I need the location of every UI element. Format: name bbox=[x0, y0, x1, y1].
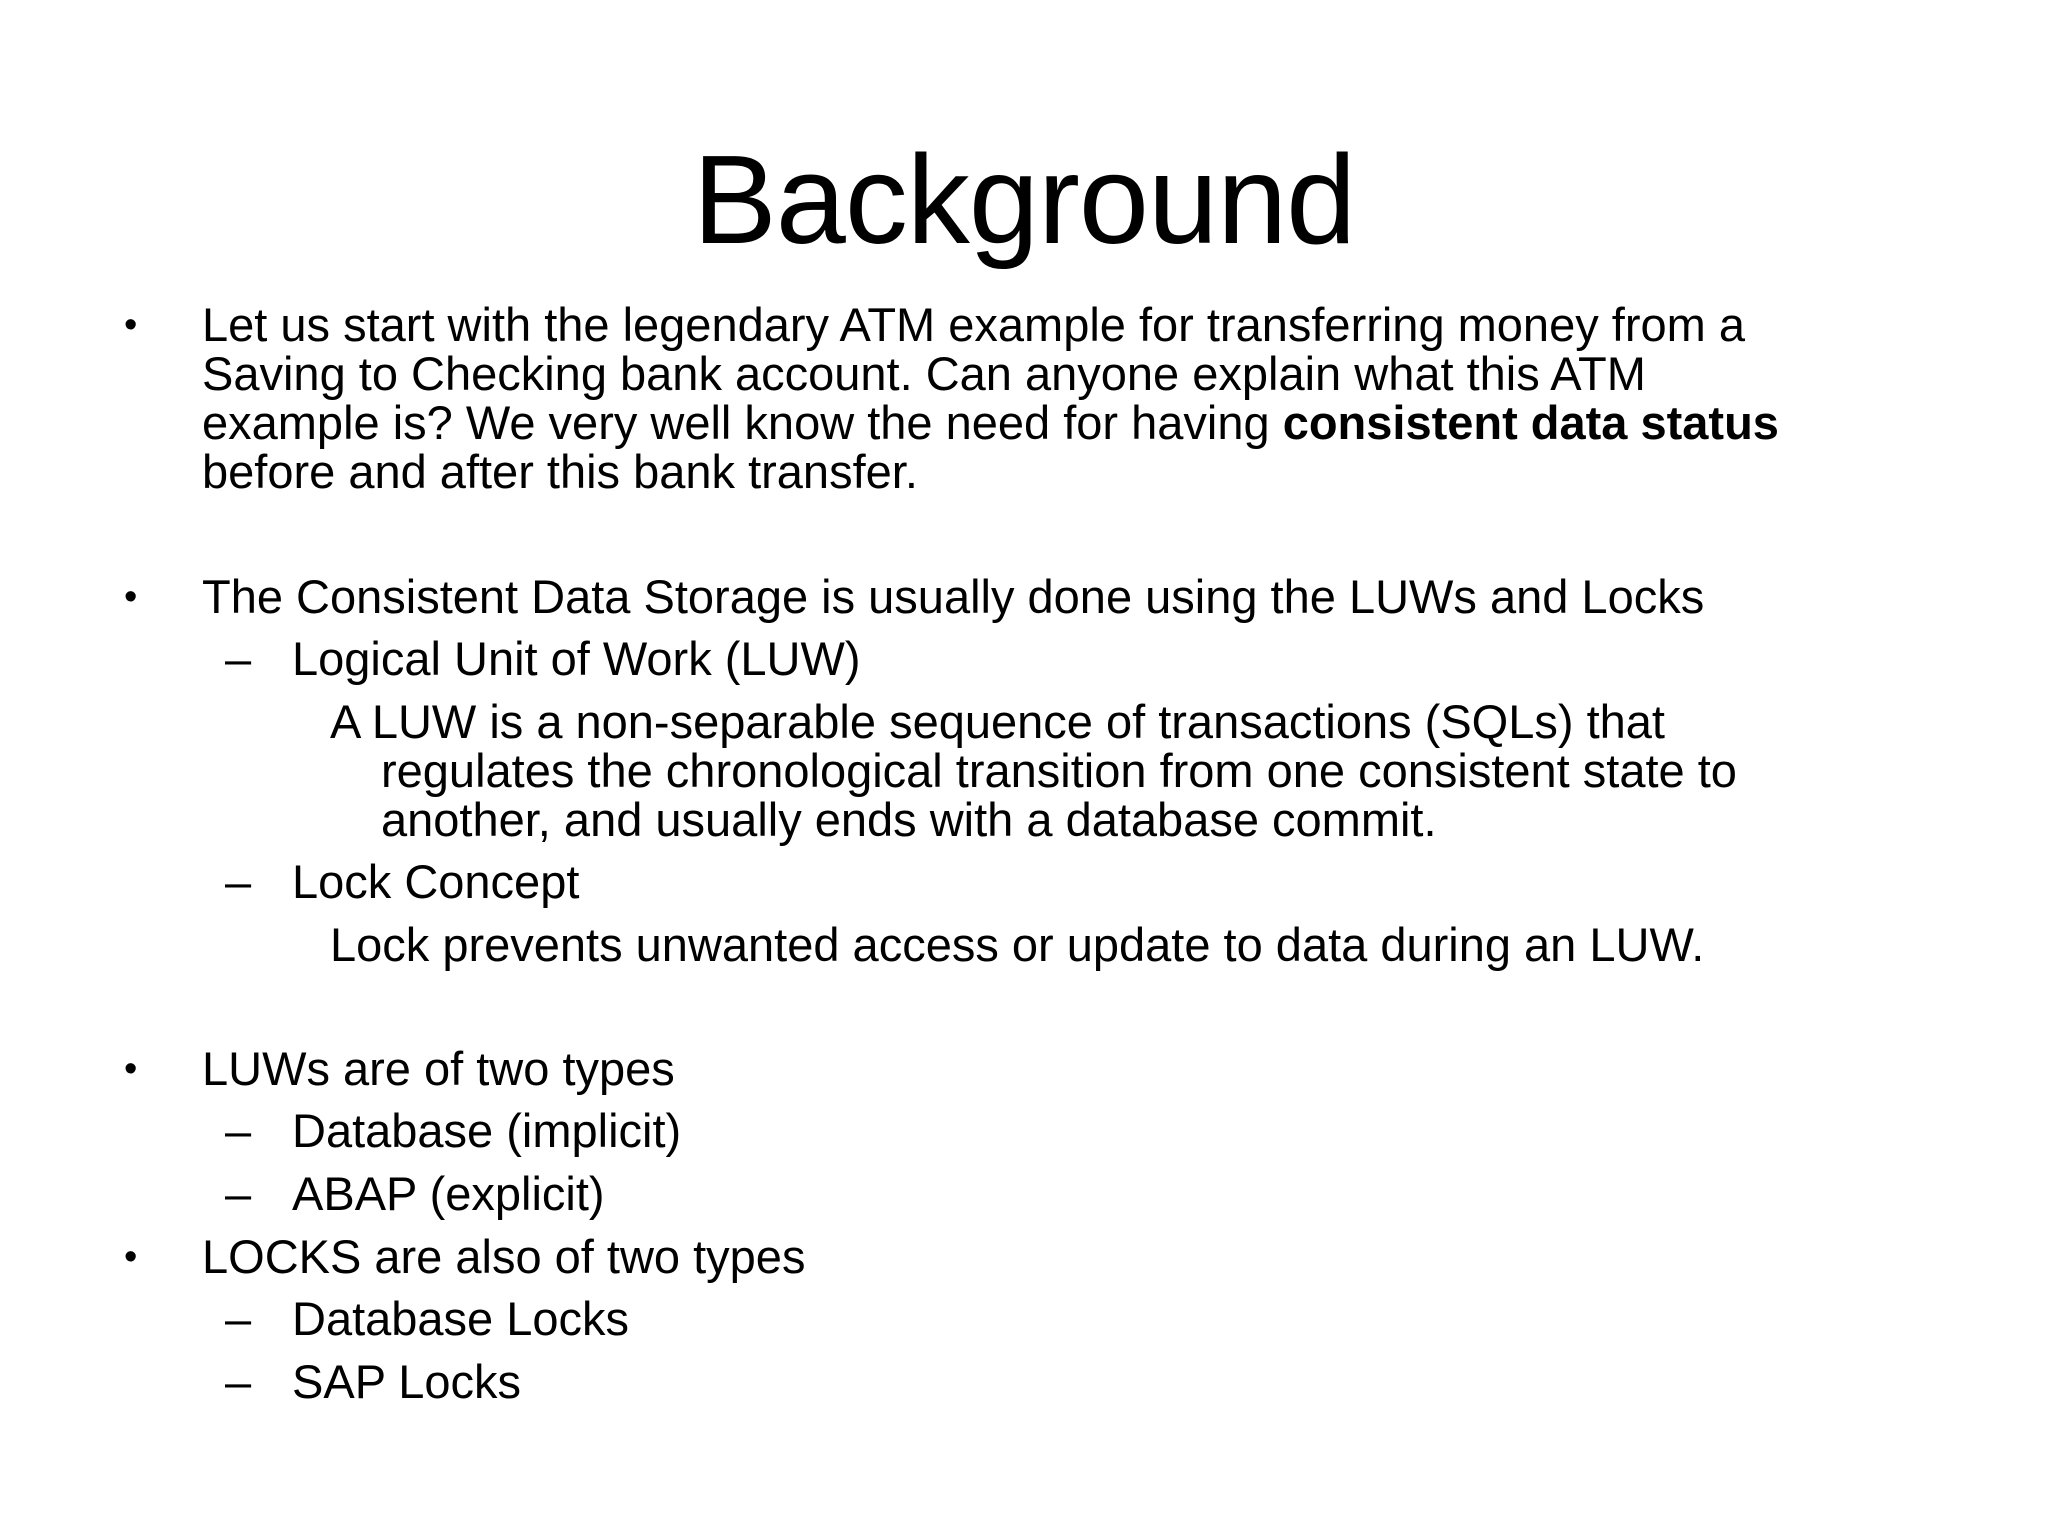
bullet1-line1: Let us start with the legendary ATM example for transferring money from a bbox=[202, 298, 1745, 351]
bullet2-text: The Consistent Data Storage is usually done using the LUWs and Locks bbox=[202, 570, 1705, 623]
bullet1-line3-text: example is? We very well know the need for having bbox=[202, 396, 1283, 449]
bullet2-sub1-desc-line1: A LUW is a non-separable sequence of transactions (SQLs) that bbox=[330, 695, 1665, 748]
dash-marker: – bbox=[225, 632, 252, 685]
bullet2-sub2-desc: Lock prevents unwanted access or update to data during an LUW. bbox=[330, 918, 1705, 971]
dash-marker: – bbox=[225, 1355, 252, 1408]
bullet1-line3 bbox=[202, 398, 1779, 448]
bullet4-sub1: Database Locks bbox=[292, 1292, 630, 1345]
bullet3-text: LUWs are of two types bbox=[202, 1042, 675, 1095]
dash-marker: – bbox=[225, 1104, 252, 1157]
bullet3-sub2: ABAP (explicit) bbox=[292, 1167, 605, 1220]
bullet1-emphasis: consistent data status bbox=[1282, 396, 1779, 449]
dash-marker: – bbox=[225, 1167, 252, 1220]
bullet1-line4: before and after this bank transfer. bbox=[202, 445, 918, 498]
bullet1-line2: Saving to Checking bank account. Can anyone explain what this ATM bbox=[202, 347, 1646, 400]
bullet2-sub1: Logical Unit of Work (LUW) bbox=[292, 632, 861, 685]
bullet2-sub2: Lock Concept bbox=[292, 855, 580, 908]
bullet2-sub1-desc-line2: regulates the chronological transition from one consistent state to bbox=[381, 744, 1737, 797]
dash-marker: – bbox=[225, 1292, 252, 1345]
bullet-marker: • bbox=[124, 304, 138, 346]
bullet-marker: • bbox=[124, 576, 138, 618]
bullet4-sub2: SAP Locks bbox=[292, 1355, 522, 1408]
dash-marker: – bbox=[225, 855, 252, 908]
bullet2-sub1-desc-line3: another, and usually ends with a database commit. bbox=[381, 793, 1437, 846]
slide-title: Background bbox=[692, 129, 1356, 270]
bullet-marker: • bbox=[124, 1048, 138, 1090]
bullet-marker: • bbox=[124, 1236, 138, 1278]
bullet3-sub1: Database (implicit) bbox=[292, 1104, 682, 1157]
bullet4-text: LOCKS are also of two types bbox=[202, 1230, 806, 1283]
